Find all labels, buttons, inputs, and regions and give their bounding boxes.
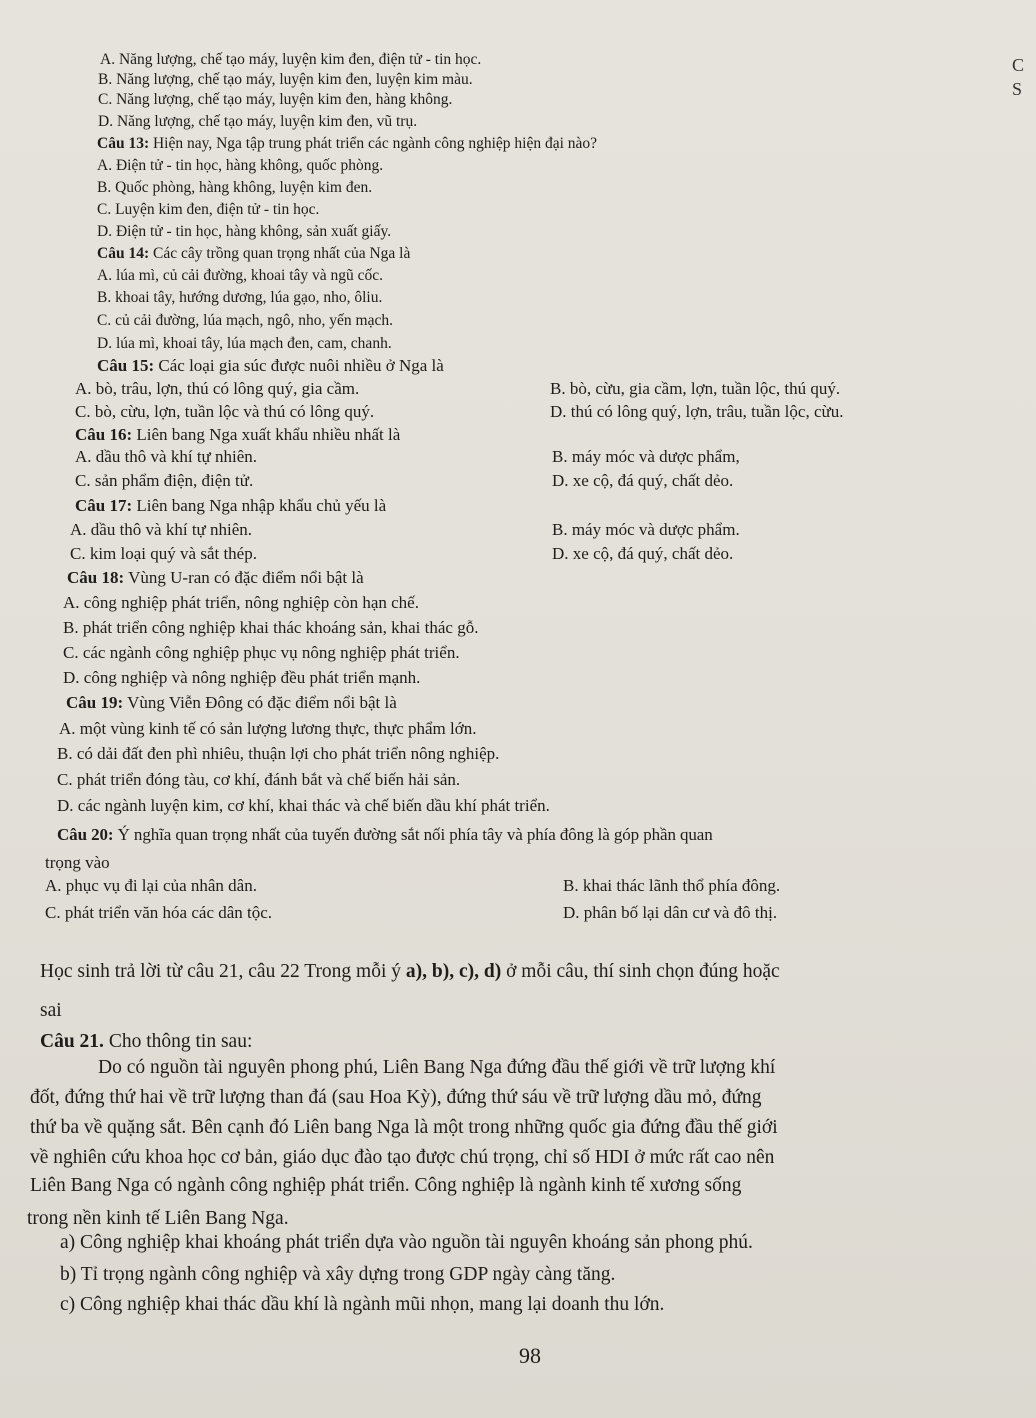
q18-stem bbox=[67, 569, 364, 586]
q12-option-c: C. Năng lượng, chế tạo máy, luyện kim đen, hàng không. bbox=[98, 91, 453, 108]
q17-option-c: C. kim loại quý và sắt thép. bbox=[70, 544, 257, 563]
q21-passage-line-2: đốt, đứng thứ hai về trữ lượng than đá (sau Hoa Kỳ), đứng thứ sáu về trữ lượng dầu mỏ, đứng bbox=[30, 1087, 762, 1108]
q15-option-b: B. bò, cừu, gia cầm, lợn, tuần lộc, thú quý. bbox=[550, 379, 841, 398]
q15-option-c: C. bò, cừu, lợn, tuần lộc và thú có lông quý. bbox=[75, 402, 375, 421]
q16-label: Câu 16: bbox=[75, 425, 133, 444]
q17-stem bbox=[75, 497, 386, 514]
q18-option-b: B. phát triển công nghiệp khai thác khoáng sản, khai thác gỗ. bbox=[63, 618, 479, 637]
q14-text: Các cây trồng quan trọng nhất của Nga là bbox=[152, 245, 411, 262]
q12-option-a: A. Năng lượng, chế tạo máy, luyện kim đen, điện tử - tin học. bbox=[100, 51, 482, 68]
q15-label: Câu 15: bbox=[97, 356, 155, 375]
q12-option-b: B. Năng lượng, chế tạo máy, luyện kim đen, luyện kim màu. bbox=[98, 71, 473, 88]
q21-statement-b: b) Tỉ trọng ngành công nghiệp và xây dựng trong GDP ngày càng tăng. bbox=[60, 1264, 616, 1285]
q12-option-d: D. Năng lượng, chế tạo máy, luyện kim đen, vũ trụ. bbox=[98, 113, 418, 130]
q18-option-c: C. các ngành công nghiệp phục vụ nông nghiệp phát triển. bbox=[63, 643, 460, 662]
q18-option-d: D. công nghiệp và nông nghiệp đều phát triển mạnh. bbox=[63, 668, 421, 687]
q15-text: Các loại gia súc được nuôi nhiều ở Nga là bbox=[158, 356, 444, 375]
q20-text: Ý nghĩa quan trọng nhất của tuyến đường sắt nối phía tây và phía đông là góp phần quan bbox=[117, 825, 713, 844]
q16-option-b: B. máy móc và dược phẩm, bbox=[552, 447, 740, 466]
instructions-cont: sai bbox=[40, 1000, 62, 1021]
q20-stem-cont: trọng vào bbox=[45, 853, 110, 872]
q21-passage-line-5: Liên Bang Nga có ngành công nghiệp phát triển. Công nghiệp là ngành kinh tế xương sống bbox=[30, 1175, 742, 1196]
q21-passage-line-1: Do có nguồn tài nguyên phong phú, Liên Bang Nga đứng đầu thế giới về trữ lượng khí bbox=[98, 1057, 776, 1078]
q13-option-b: B. Quốc phòng, hàng không, luyện kim đen. bbox=[97, 179, 373, 196]
q14-option-c: C. củ cải đường, lúa mạch, ngô, nho, yến mạch. bbox=[97, 312, 393, 329]
q16-text: Liên bang Nga xuất khẩu nhiều nhất là bbox=[136, 425, 401, 444]
page-number: 98 bbox=[519, 1343, 541, 1368]
q17-option-b: B. máy móc và dược phẩm. bbox=[552, 520, 740, 539]
instructions-text-2: ở mỗi câu, thí sinh chọn đúng hoặc bbox=[501, 961, 780, 982]
q21-statement-c: c) Công nghiệp khai thác dầu khí là ngành mũi nhọn, mang lại doanh thu lớn. bbox=[60, 1294, 665, 1315]
q13-option-a: A. Điện tử - tin học, hàng không, quốc phòng. bbox=[97, 157, 384, 174]
margin-char-s: S bbox=[1012, 79, 1023, 99]
q21-text: Cho thông tin sau: bbox=[108, 1031, 253, 1052]
q16-option-d: D. xe cộ, đá quý, chất dẻo. bbox=[552, 471, 734, 490]
q13-option-c: C. Luyện kim đen, điện tử - tin học. bbox=[97, 201, 320, 218]
q19-label: Câu 19: bbox=[66, 693, 124, 712]
q21-label: Câu 21. bbox=[40, 1031, 104, 1052]
q20-stem bbox=[57, 826, 713, 843]
q13-option-d: D. Điện tử - tin học, hàng không, sản xuất giấy. bbox=[97, 223, 392, 240]
q20-label: Câu 20: bbox=[57, 825, 114, 844]
q21-passage-line-3: thứ ba về quặng sắt. Bên cạnh đó Liên bang Nga là một trong những quốc gia đứng đầu thế giới bbox=[30, 1117, 778, 1138]
q13-text: Hiện nay, Nga tập trung phát triển các ngành công nghiệp hiện đại nào? bbox=[152, 135, 598, 152]
q18-option-a: A. công nghiệp phát triển, nông nghiệp còn hạn chế. bbox=[63, 593, 419, 612]
q13-label: Câu 13: bbox=[97, 135, 150, 152]
q15-option-a: A. bò, trâu, lợn, thú có lông quý, gia cầm. bbox=[75, 379, 360, 398]
instructions-options: a), b), c), d) bbox=[405, 961, 502, 982]
q21-stem bbox=[40, 1032, 252, 1052]
instructions-text-1: Học sinh trả lời từ câu 21, câu 22 Trong mỗi ý bbox=[40, 961, 406, 982]
q14-stem bbox=[97, 246, 410, 262]
q19-stem bbox=[66, 694, 397, 711]
q15-option-d: D. thú có lông quý, lợn, trâu, tuần lộc, cừu. bbox=[550, 402, 844, 421]
q14-option-a: A. lúa mì, củ cải đường, khoai tây và ngũ cốc. bbox=[97, 267, 384, 284]
q14-option-b: B. khoai tây, hướng dương, lúa gạo, nho, ôliu. bbox=[97, 289, 383, 306]
q20-option-b: B. khai thác lãnh thổ phía đông. bbox=[563, 876, 781, 895]
q19-option-d: D. các ngành luyện kim, cơ khí, khai thác và chế biến dầu khí phát triển. bbox=[57, 796, 550, 815]
margin-char-c: C bbox=[1012, 55, 1025, 75]
q21-statement-a: a) Công nghiệp khai khoáng phát triển dựa vào nguồn tài nguyên khoáng sản phong phú. bbox=[60, 1232, 753, 1253]
instructions bbox=[40, 962, 780, 982]
q14-label: Câu 14: bbox=[97, 245, 150, 262]
q18-label: Câu 18: bbox=[67, 568, 125, 587]
q20-option-c: C. phát triển văn hóa các dân tộc. bbox=[45, 903, 273, 922]
q17-option-a: A. dầu thô và khí tự nhiên. bbox=[70, 520, 253, 539]
q21-passage-line-6: trong nền kinh tế Liên Bang Nga. bbox=[27, 1208, 289, 1229]
q17-label: Câu 17: bbox=[75, 496, 133, 515]
q19-option-b: B. có dải đất đen phì nhiêu, thuận lợi cho phát triển nông nghiệp. bbox=[57, 744, 500, 763]
q13-stem bbox=[97, 136, 597, 152]
q16-stem bbox=[75, 426, 400, 443]
q15-stem bbox=[97, 357, 444, 374]
q16-option-a: A. dầu thô và khí tự nhiên. bbox=[75, 447, 258, 466]
q21-passage-line-4: về nghiên cứu khoa học cơ bản, giáo dục đào tạo được chú trọng, chỉ số HDI ở mức rất cao nên bbox=[30, 1147, 775, 1168]
q14-option-d: D. lúa mì, khoai tây, lúa mạch đen, cam, chanh. bbox=[97, 335, 392, 352]
q16-option-c: C. sản phẩm điện, điện tử. bbox=[75, 471, 254, 490]
q19-option-a: A. một vùng kinh tế có sản lượng lương thực, thực phẩm lớn. bbox=[59, 719, 477, 738]
q20-option-a: A. phục vụ đi lại của nhân dân. bbox=[45, 876, 257, 895]
q17-text: Liên bang Nga nhập khẩu chủ yếu là bbox=[136, 496, 387, 515]
q19-text: Vùng Viễn Đông có đặc điểm nổi bật là bbox=[127, 693, 397, 712]
q18-text: Vùng U-ran có đặc điểm nổi bật là bbox=[128, 568, 364, 587]
q19-option-c: C. phát triển đóng tàu, cơ khí, đánh bắt và chế biến hải sản. bbox=[57, 770, 461, 789]
q17-option-d: D. xe cộ, đá quý, chất dẻo. bbox=[552, 544, 734, 563]
q20-option-d: D. phân bố lại dân cư và đô thị. bbox=[563, 903, 778, 922]
